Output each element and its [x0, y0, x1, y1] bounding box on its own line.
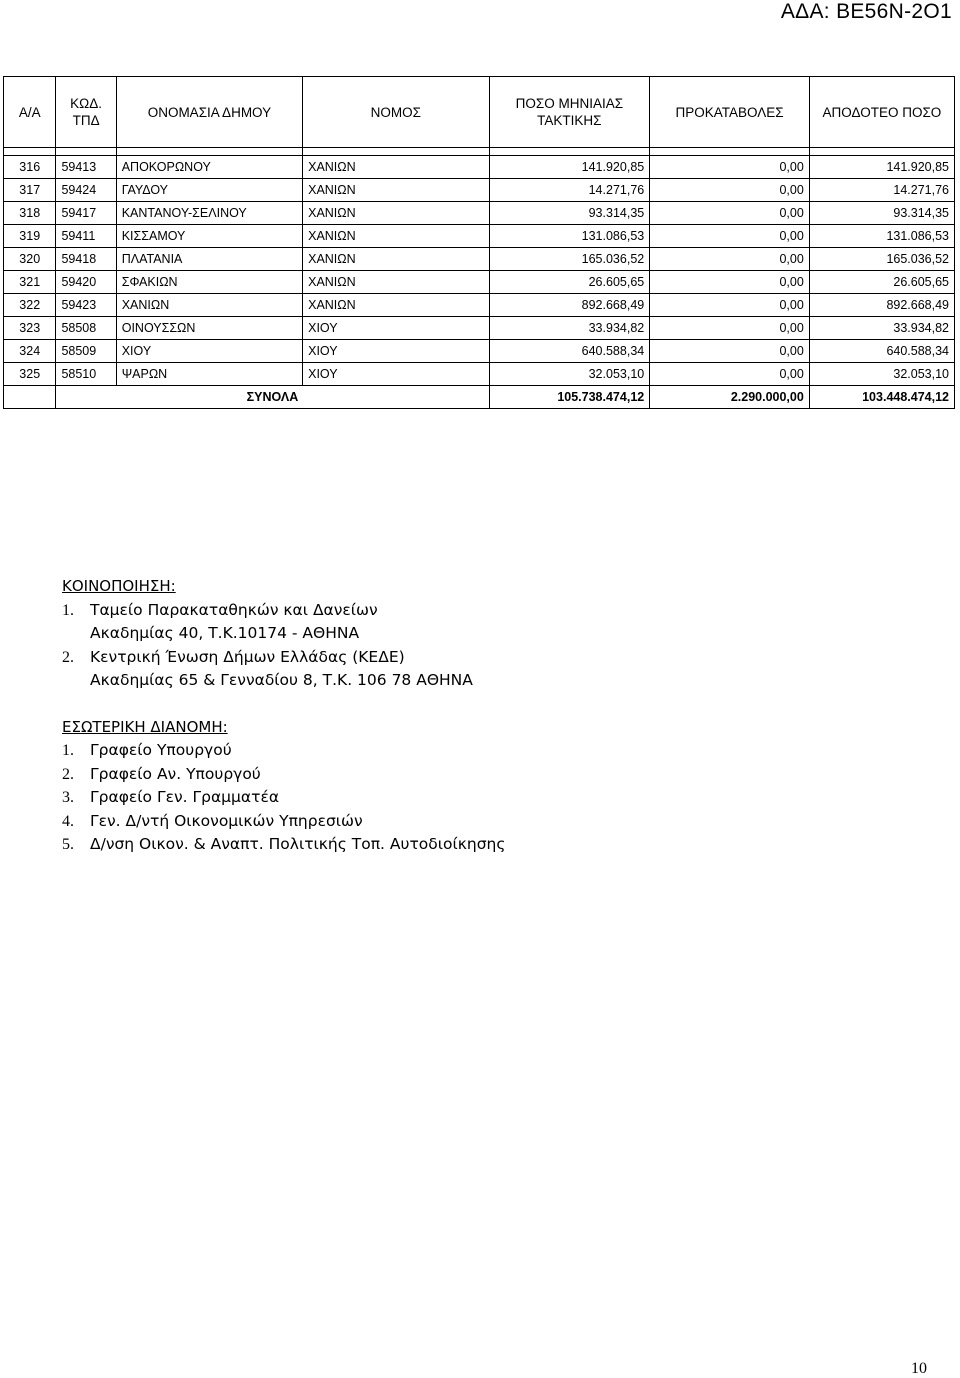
- item-number: 1.: [62, 742, 74, 759]
- cell-aa: 323: [4, 317, 56, 340]
- internal-item: [62, 786, 505, 810]
- notification-item: [62, 646, 505, 670]
- recipient-address: Ακαδημίας 65 & Γενναδίου 8, Τ.Κ. 106 78 ΑΘΗΝΑ: [90, 671, 473, 689]
- cell-municipality: ΧΙΟΥ: [116, 340, 302, 363]
- cell-municipality: ΚΑΝΤΑΝΟΥ-ΣΕΛΙΝΟΥ: [116, 202, 302, 225]
- cell-advances: 0,00: [650, 225, 810, 248]
- cell-prefecture: ΧΑΝΙΩΝ: [303, 248, 489, 271]
- cell-prefecture: ΧΑΝΙΩΝ: [303, 156, 489, 179]
- col-header-monthly-amount: ΠΟΣΟ ΜΗΝΙΑΙΑΣ ΤΑΚΤΙΚΗΣ: [489, 77, 650, 148]
- municipalities-table: [3, 76, 955, 409]
- cell-code: 58509: [56, 340, 116, 363]
- recipient-address: Ακαδημίας 40, Τ.Κ.10174 - ΑΘΗΝΑ: [90, 624, 360, 642]
- total-advances: 2.290.000,00: [650, 386, 810, 409]
- table-row: [4, 156, 955, 179]
- cell-monthly-amount: 14.271,76: [489, 179, 650, 202]
- notification-item: [62, 599, 505, 623]
- cell-municipality: ΑΠΟΚΟΡΩΝΟΥ: [116, 156, 302, 179]
- table-row: [4, 179, 955, 202]
- cell-advances: 0,00: [650, 179, 810, 202]
- internal-distribution-heading: ΕΣΩΤΕΡΙΚΗ ΔΙΑΝΟΜΗ:: [62, 717, 228, 736]
- cell-prefecture: ΧΑΝΙΩΝ: [303, 179, 489, 202]
- cell-code: 59424: [56, 179, 116, 202]
- col-header-advances: ΠΡΟΚΑΤΑΒΟΛΕΣ: [650, 77, 810, 148]
- internal-item: [62, 739, 505, 763]
- col-header-aa: Α/Α: [4, 77, 56, 148]
- cell-monthly-amount: 26.605,65: [489, 271, 650, 294]
- cell-aa: 319: [4, 225, 56, 248]
- cell-advances: 0,00: [650, 363, 810, 386]
- cell-prefecture: ΧΑΝΙΩΝ: [303, 294, 489, 317]
- cell-municipality: ΟΙΝΟΥΣΣΩΝ: [116, 317, 302, 340]
- item-number: 2.: [62, 765, 74, 783]
- cell-payable: 26.605,65: [809, 271, 954, 294]
- cell-advances: 0,00: [650, 317, 810, 340]
- ada-code: ΑΔΑ: ΒΕ56Ν-2Ο1: [780, 0, 952, 23]
- cell-advances: 0,00: [650, 248, 810, 271]
- cell-payable: 165.036,52: [809, 248, 954, 271]
- cell-advances: 0,00: [650, 156, 810, 179]
- item-number: 5.: [62, 836, 74, 853]
- item-number: 4.: [62, 812, 74, 830]
- col-header-payable: ΑΠΟΔΟΤΕΟ ΠΟΣΟ: [809, 77, 954, 148]
- table-row: [4, 317, 955, 340]
- cell-code: 59423: [56, 294, 116, 317]
- cell-monthly-amount: 141.920,85: [489, 156, 650, 179]
- cell-code: 58510: [56, 363, 116, 386]
- cell-prefecture: ΧΙΟΥ: [303, 363, 489, 386]
- internal-recipient: Γραφείο Υπουργού: [90, 741, 232, 759]
- cell-code: 59420: [56, 271, 116, 294]
- table-row: [4, 294, 955, 317]
- cell-prefecture: ΧΙΟΥ: [303, 340, 489, 363]
- cell-municipality: ΓΑΥΔΟΥ: [116, 179, 302, 202]
- internal-item: [62, 833, 505, 857]
- cell-monthly-amount: 640.588,34: [489, 340, 650, 363]
- header-row: [4, 77, 955, 148]
- cell-municipality: ΣΦΑΚΙΩΝ: [116, 271, 302, 294]
- cell-aa: 318: [4, 202, 56, 225]
- cell-payable: 33.934,82: [809, 317, 954, 340]
- notification-heading: ΚΟΙΝΟΠΟΙΗΣΗ:: [62, 577, 176, 595]
- cell-advances: 0,00: [650, 294, 810, 317]
- internal-recipient: Γραφείο Αν. Υπουργού: [90, 764, 261, 783]
- internal-item: [62, 810, 505, 834]
- cell-prefecture: ΧΑΝΙΩΝ: [303, 202, 489, 225]
- cell-advances: 0,00: [650, 202, 810, 225]
- cell-monthly-amount: 93.314,35: [489, 202, 650, 225]
- table-row: [4, 248, 955, 271]
- cell-aa: 322: [4, 294, 56, 317]
- cell-monthly-amount: 165.036,52: [489, 248, 650, 271]
- internal-item: [62, 763, 505, 787]
- cell-aa: 321: [4, 271, 56, 294]
- table-row: [4, 202, 955, 225]
- table-row: [4, 271, 955, 294]
- cell-code: 58508: [56, 317, 116, 340]
- page-number: 10: [911, 1360, 927, 1377]
- item-number: 2.: [62, 648, 74, 666]
- cell-code: 59418: [56, 248, 116, 271]
- item-number: 1.: [62, 601, 74, 619]
- cell-code: 59413: [56, 156, 116, 179]
- total-empty-cell: [4, 386, 56, 409]
- recipient-name: Κεντρική Ένωση Δήμων Ελλάδας (ΚΕΔΕ): [90, 647, 405, 666]
- col-header-code: ΚΩΔ. ΤΠΔ: [56, 77, 116, 148]
- totals-label: ΣΥΝΟΛΑ: [56, 386, 489, 409]
- col-header-municipality: ΟΝΟΜΑΣΙΑ ΔΗΜΟΥ: [116, 77, 302, 148]
- cell-monthly-amount: 892.668,49: [489, 294, 650, 317]
- cell-prefecture: ΧΙΟΥ: [303, 317, 489, 340]
- cell-code: 59417: [56, 202, 116, 225]
- internal-recipient: Γεν. Δ/ντή Οικονομικών Υπηρεσιών: [90, 811, 363, 830]
- total-payable: 103.448.474,12: [809, 386, 954, 409]
- table-row: [4, 225, 955, 248]
- table-row: [4, 363, 955, 386]
- totals-row: [4, 386, 955, 409]
- cell-advances: 0,00: [650, 271, 810, 294]
- cell-monthly-amount: 33.934,82: [489, 317, 650, 340]
- total-monthly-amount: 105.738.474,12: [489, 386, 650, 409]
- cell-monthly-amount: 131.086,53: [489, 225, 650, 248]
- header-spacer-row: [4, 148, 955, 156]
- distribution-notes: [62, 575, 505, 857]
- cell-prefecture: ΧΑΝΙΩΝ: [303, 271, 489, 294]
- cell-monthly-amount: 32.053,10: [489, 363, 650, 386]
- cell-municipality: ΚΙΣΣΑΜΟΥ: [116, 225, 302, 248]
- cell-municipality: ΠΛΑΤΑΝΙΑ: [116, 248, 302, 271]
- col-header-prefecture: ΝΟΜΟΣ: [303, 77, 489, 148]
- cell-aa: 317: [4, 179, 56, 202]
- cell-aa: 316: [4, 156, 56, 179]
- cell-aa: 325: [4, 363, 56, 386]
- internal-recipient: Δ/νση Οικον. & Αναπτ. Πολιτικής Τοπ. Αυτοδιοίκησης: [90, 835, 506, 853]
- cell-payable: 131.086,53: [809, 225, 954, 248]
- cell-advances: 0,00: [650, 340, 810, 363]
- cell-payable: 14.271,76: [809, 179, 954, 202]
- cell-aa: 324: [4, 340, 56, 363]
- cell-code: 59411: [56, 225, 116, 248]
- cell-municipality: ΨΑΡΩΝ: [116, 363, 302, 386]
- table-row: [4, 340, 955, 363]
- cell-payable: 93.314,35: [809, 202, 954, 225]
- recipient-name: Ταμείο Παρακαταθηκών και Δανείων: [90, 600, 378, 619]
- cell-payable: 141.920,85: [809, 156, 954, 179]
- cell-payable: 32.053,10: [809, 363, 954, 386]
- item-number: 3.: [62, 789, 74, 806]
- cell-aa: 320: [4, 248, 56, 271]
- internal-recipient: Γραφείο Γεν. Γραμματέα: [90, 788, 280, 806]
- cell-payable: 640.588,34: [809, 340, 954, 363]
- cell-municipality: ΧΑΝΙΩΝ: [116, 294, 302, 317]
- cell-payable: 892.668,49: [809, 294, 954, 317]
- cell-prefecture: ΧΑΝΙΩΝ: [303, 225, 489, 248]
